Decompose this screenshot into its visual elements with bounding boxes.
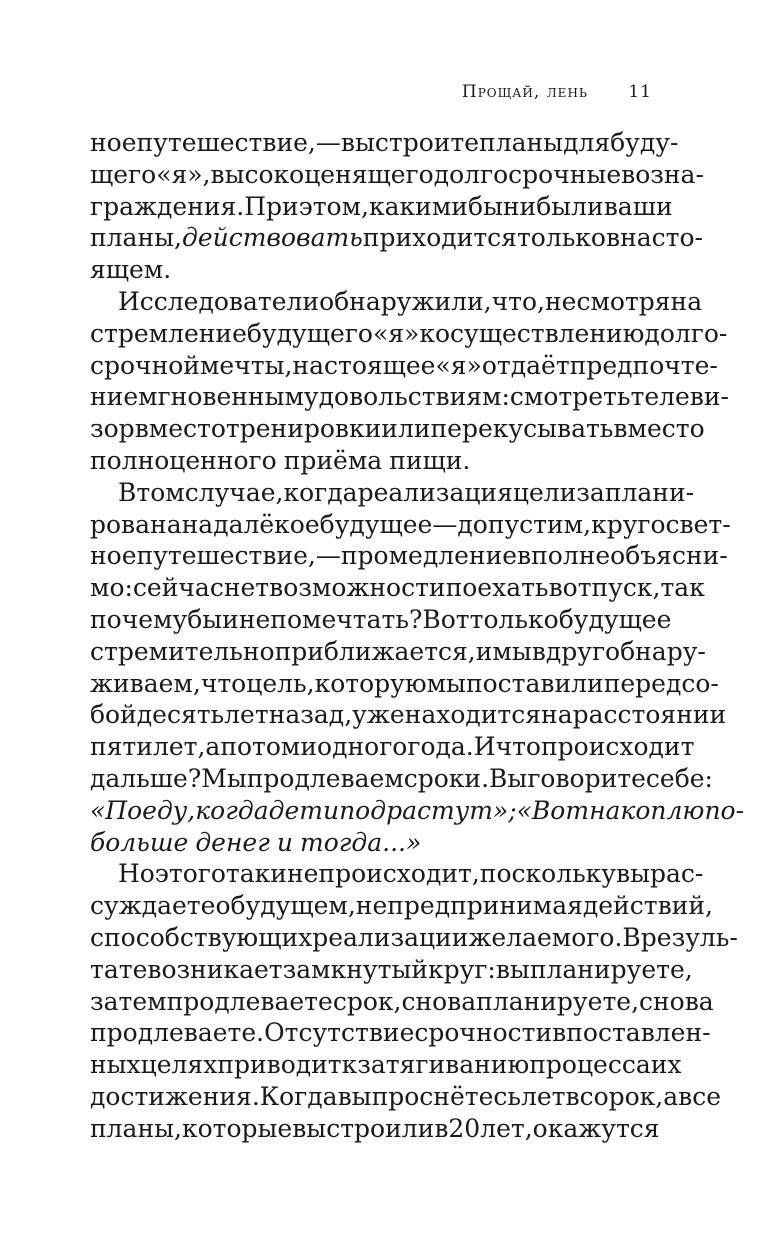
text-line [90,1017,711,1049]
word: будущее [558,604,672,634]
word: ваши [603,191,673,221]
word: целях [140,1050,218,1080]
word: мы [426,668,466,698]
word: путешествие, [136,541,316,571]
word: телеви- [630,382,729,412]
word: когда [283,477,358,507]
text-line [90,222,703,254]
word: мечты, [199,350,293,380]
word: обнару- [605,636,706,666]
word: в [552,1018,567,1048]
text-line [90,191,673,223]
word: ценящего [304,159,434,189]
word: себе: [645,763,713,793]
text-line [90,604,672,636]
word: реализации [312,922,469,952]
word: резуль- [640,922,738,952]
word: какими [369,191,468,221]
word: на [670,286,703,316]
word: рована [90,509,182,539]
word: достижения. [90,1081,260,1111]
word: продлеваете [166,986,333,1016]
word: строили [326,1113,435,1143]
word: В [622,922,641,952]
word: больше [90,827,189,857]
word: дальше? [90,763,202,793]
word: почему [90,604,188,634]
word: проснётесь [371,1081,521,1111]
text-line [90,636,706,668]
word: были [536,191,604,221]
word: поехать [445,573,549,603]
word: «Поеду, [90,795,196,825]
word: планируете, [476,986,640,1016]
text-line [90,1081,722,1113]
word: предпочте- [569,350,718,380]
word: способствующих [90,922,313,952]
word: — [315,541,341,571]
word: Когда [259,1081,338,1111]
word: лет, [480,1113,533,1143]
word: в [548,573,563,603]
word: говорите [527,763,646,793]
text-line [90,381,729,413]
word: окажутся [532,1113,660,1143]
word: вдруг [531,636,606,666]
word: отпуск, [562,573,661,603]
text-line [90,540,728,572]
word: обнаружили, [319,286,492,316]
word: для [563,128,611,157]
word: «я», [156,159,211,189]
word: назад, [268,700,353,730]
word: подрастут»; [339,795,517,825]
word: сроки. [403,763,490,793]
word: бой [90,700,137,730]
text-line [90,1049,682,1081]
word: по- [704,795,745,825]
word: что, [491,286,545,316]
word: происходит, [318,859,480,889]
word: действовать [181,223,363,253]
word: объясни- [610,541,728,571]
word: допустим, [457,509,592,539]
text-line [90,413,705,445]
word: в [565,1081,580,1111]
word: не [238,604,271,634]
word: планы, [90,223,182,253]
word: приближается, [274,636,476,666]
text-line [90,159,704,191]
word: поставлен- [566,1018,711,1048]
word: И [473,732,496,762]
text-line [90,350,718,382]
word: потом [220,732,301,762]
word: будущее [319,509,433,539]
word: цели [512,477,577,507]
text-line [90,795,745,827]
word: полноценного [90,445,277,475]
word: вы [292,1113,327,1143]
word: нет [223,573,270,603]
word: мгновенным [138,382,304,412]
word: суждаете [90,891,216,921]
text-line [90,127,679,159]
word: перед [603,668,682,698]
word: со- [681,668,719,698]
word: ящем. [90,255,172,285]
paragraph [90,286,729,477]
word: этом, [298,191,369,221]
word: цель, [246,668,315,698]
word: пяти [90,732,153,762]
word: будущем, [230,891,356,921]
word: тренировки [225,414,382,444]
word: вы [616,859,650,889]
word: и [300,732,318,762]
word: «Вот [516,795,590,825]
text-line [90,668,719,700]
word: стремительно [90,636,275,666]
word: замкнутый [282,954,428,984]
text-line [90,986,714,1018]
paragraph [90,477,745,859]
word: что [495,732,541,762]
word: приёма [283,445,383,475]
word: затем [90,986,167,1016]
word: срочной [90,350,200,380]
word: приводит [217,1050,342,1080]
word: перекусывать [430,414,614,444]
word: процесса [529,1050,651,1080]
word: случае, [184,477,284,507]
word: кругосвет- [591,509,731,539]
word: которые [181,1113,293,1143]
word: долго- [644,318,728,348]
word: не [355,891,388,921]
word: вместо [134,414,226,444]
word: расстоянии [572,700,727,730]
word: настоящее [292,350,436,380]
word: «я» [435,350,482,380]
word: планы, [90,1113,182,1143]
word: срочности [414,1018,553,1048]
text-line [90,445,652,477]
word: строите [374,128,480,157]
word: ных [90,1050,141,1080]
word: 20 [448,1113,481,1143]
word: будущего [246,318,373,348]
word: планы [479,128,564,157]
text-line [90,827,652,859]
word: Отсутствие [264,1018,415,1048]
text-line [90,890,713,922]
word: вы [495,954,530,984]
word: — [432,509,458,539]
word: В [118,477,137,507]
word: накоплю [589,795,705,825]
word: которую [314,668,427,698]
word: только [516,223,606,253]
word: а [663,1081,679,1111]
word: тате [90,954,148,984]
word: снова [401,986,477,1016]
word: долгосрочные [433,159,622,189]
text-line [90,572,705,604]
word: насто- [620,223,703,253]
running-head [90,82,652,106]
word: все [678,1081,722,1111]
word: так [660,573,705,603]
word: уже [352,700,405,730]
text-line [90,286,703,318]
word: граждения. [90,191,245,221]
word: промедление [340,541,518,571]
word: далёкое [213,509,320,539]
text-line [90,954,693,986]
word: бы [187,604,223,634]
word: вместо [613,414,705,444]
word: поскольку [479,859,617,889]
word: в [606,223,621,253]
word: денег [195,827,270,857]
word: щего [90,159,157,189]
word: мо: [90,573,133,603]
paragraph [90,858,738,1144]
word: и [222,604,239,634]
word: буду- [610,128,679,157]
page-number: 11 [628,82,652,102]
word: что [200,668,247,698]
word: Вот [422,604,470,634]
word: бы [467,191,503,221]
word: удовольствиям: [303,382,510,412]
word: и [270,859,287,889]
word: сорок, [579,1081,664,1111]
word: рас- [650,859,704,889]
word: так [225,859,271,889]
word: круг: [428,954,496,984]
word: поставили [465,668,604,698]
text-line [90,1113,660,1145]
word: снова [639,986,714,1016]
word: Исследователи [118,286,320,316]
word: их [650,1050,682,1080]
word: десять [136,700,225,730]
word: в [434,1113,449,1143]
word: тогда...» [299,827,422,857]
word: предпринимая [387,891,583,921]
word: возникает [147,954,283,984]
word: или [381,414,431,444]
word: продлеваем [246,763,404,793]
word: дети [268,795,340,825]
word: срок, [332,986,402,1016]
text-line [90,731,695,763]
text-line [90,254,652,286]
word: ние [90,382,139,412]
word: и [475,636,493,666]
word: года. [407,732,474,762]
word: лет [520,1081,566,1111]
word: на [541,700,573,730]
word: не [286,859,319,889]
word: живаем, [90,668,201,698]
word: когда [195,795,269,825]
word: желаемого. [468,922,623,952]
paragraph [90,127,704,286]
word: лет, [152,732,206,762]
word: к [341,1050,358,1080]
word: Но [118,859,155,889]
word: стремление [90,318,247,348]
word: только [469,604,559,634]
word: возна- [621,159,704,189]
body-text [90,127,745,1145]
word: пищи. [389,445,471,475]
word: затягиванию [357,1050,530,1080]
word: вы [337,1081,372,1111]
word: ни [502,191,537,221]
word: о [215,891,231,921]
word: этого [154,859,226,889]
word: происходит [540,732,695,762]
word: находится [404,700,542,730]
text-line [90,858,704,890]
text-line [90,699,727,731]
word: При [244,191,299,221]
word: Мы [201,763,247,793]
running-title: Прощай, лень [461,82,588,102]
word: на [181,509,214,539]
word: путешествие, [136,128,316,157]
word: мы [492,636,532,666]
word: Вы [489,763,528,793]
word: продлеваете. [90,1018,265,1048]
text-line [90,763,713,795]
word: ное [90,128,137,157]
word: и [276,827,293,857]
word: осуществлению [434,318,645,348]
word: «я» [372,318,420,348]
word: реализация [357,477,513,507]
word: высоко [210,159,305,189]
word: возможности [269,573,446,603]
word: сейчас [132,573,224,603]
text-line [90,318,728,350]
word: — [315,128,341,157]
word: приходится [362,223,517,253]
word: смотреть [509,382,631,412]
word: а [205,732,221,762]
word: ное [90,541,137,571]
text-line [90,509,731,541]
word: том [136,477,185,507]
word: одного [317,732,408,762]
word: лет [224,700,269,730]
word: помечтать? [270,604,423,634]
word: вы [340,128,375,157]
word: планируете, [529,954,693,984]
word: несмотря [544,286,671,316]
word: вполне [517,541,611,571]
word: к [419,318,435,348]
word: действий, [582,891,713,921]
text-line [90,477,695,509]
word: отдаёт [481,350,570,380]
word: зор [90,414,135,444]
text-line [90,922,738,954]
word: заплани- [576,477,695,507]
